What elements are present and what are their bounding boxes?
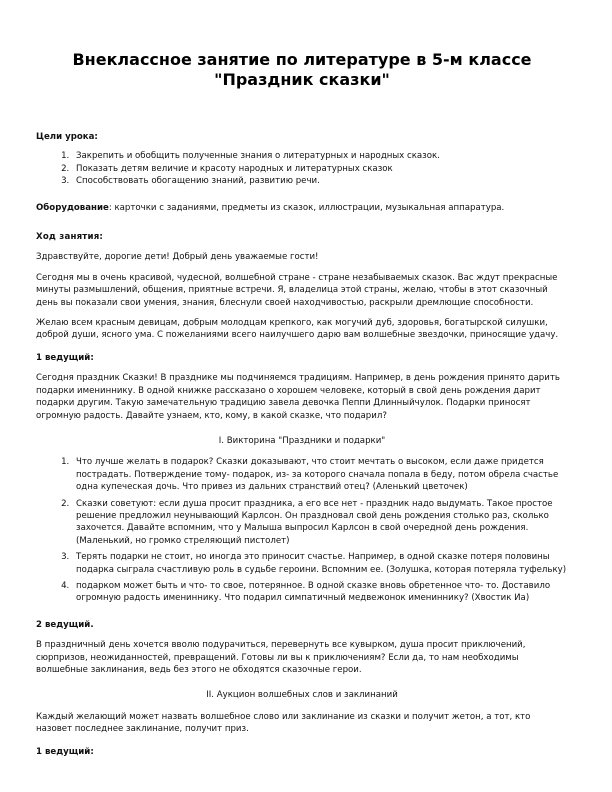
quiz-item: 3. Терять подарки не стоит, но иногда это приносит счастье. Например, в одной сказке потеря половины подарка сыграла счастливую роль в судьбе героини. Вспомним ее. (Золушка, которая потеряла туфельку)	[72, 551, 568, 576]
lead-1-paragraph: Сегодня праздник Сказки! В празднике мы подчиняемся традициям. Например, в день рождения принято дарить подарки имениннику. В одной книжке рассказано о хорошем человеке, который в свой день рождения дарит подарки другим. Такую замечательную традицию завела девочка Пеппи Длинныйчулок. Подарки приносят огромную радость. Давайте узнаем, кто, кому, в какой сказке, что подарил?	[36, 373, 560, 421]
course-label: Ход занятия:	[36, 232, 104, 243]
title-line-2: "Праздник сказки"	[214, 70, 390, 89]
quiz-item: 1. Что лучше желать в подарок? Сказки доказывают, что стоит мечтать о высоком, если даже придется пострадать. Потверждение тому- подарок, из- за которого сначала попала в беду, потом обрела счастье одна купеческая дочь. Что привез из дальних странствий отец? (Аленький цветочек)	[72, 456, 568, 493]
goal-item: 1. Закрепить и обобщить полученные знания о литературных и народных сказок.	[72, 150, 568, 162]
lead-2-label: 2 ведущий.	[36, 619, 94, 630]
document-title	[36, 50, 568, 90]
lead-2-paragraph: В праздничный день хочется вволю подурачиться, перевернуть все кувырком, душа просит приключений, сюрпризов, неожиданностей, превращений. Готовы ли вы к приключениям? Если да, то нам необходимы волшебные заклинания, ведь без этого не обходятся сказочные герои.	[36, 640, 526, 675]
quiz-list	[36, 456, 568, 604]
lead-3-label: 1 ведущий:	[36, 746, 94, 757]
equipment-paragraph	[36, 202, 568, 214]
goals-list	[36, 150, 568, 187]
wishes-paragraph: Желаю всем красным девицам, добрым молодцам крепкого, как могучий дуб, здоровья, богатырской силушки, доброй души, ясного ума. С пожеланиями всего наилучшего дарю вам волшебные звездочки, приносящие удачу.	[36, 318, 559, 341]
lead-1-label: 1 ведущий:	[36, 352, 94, 363]
equipment-text: : карточки с заданиями, предметы из сказок, иллюстрации, музыкальная аппаратура.	[108, 202, 505, 213]
quiz-item: 2. Сказки советуют: если душа просит праздника, а его все нет - праздник надо выдумать. Такое простое решение предложил неунывающий Карлсон. Он праздновал свой день рождения столько раз, сколько захочется. Давайте вспомним, что у Малыша выпросил Карлсон в свой очередной день рождения. (Маленький, но громко стреляющий пистолет)	[72, 498, 568, 548]
goals-label: Цели урока:	[36, 132, 98, 142]
auction-paragraph: Каждый желающий может назвать волшебное слово или заклинание из сказки и получит жетон, а тот, кто назовет последнее заклинание, получит приз.	[36, 711, 531, 735]
title-line-1: Внеклассное занятие по литературе в 5-м классе	[72, 50, 532, 69]
equipment-label: Оборудование	[36, 202, 109, 213]
greeting-paragraph: Здравствуйте, дорогие дети! Добрый день уважаемые гости!	[36, 252, 319, 263]
quiz-item: 4. подарком может быть и что- то свое, потерянное. В одной сказке вновь обретенное что- то. Доставило огромную радость имениннику. Что подарил симпатичный медвежонок имениннику? (Хвостик Иа)	[72, 580, 568, 605]
quiz-heading: I. Викторина "Праздники и подарки"	[218, 435, 386, 446]
auction-heading: II. Аукцион волшебных слов и заклинаний	[206, 690, 398, 701]
goal-item: 2. Показать детям величие и красоту народных и литературных сказок	[72, 163, 568, 175]
intro-paragraph: Сегодня мы в очень красивой, чудесной, волшебной стране - стране незабываемых сказок. Вас ждут прекрасные минуты размышлений, общения, приятные встречи. Я, владелица этой страны, желаю, чтобы в этот сказочный день вы показали свои умения, знания, блеснули своей находчивостью, раскрыли дремлющие способности.	[36, 272, 558, 308]
goal-item: 3. Способствовать обогащению знаний, развитию речи.	[72, 175, 568, 187]
